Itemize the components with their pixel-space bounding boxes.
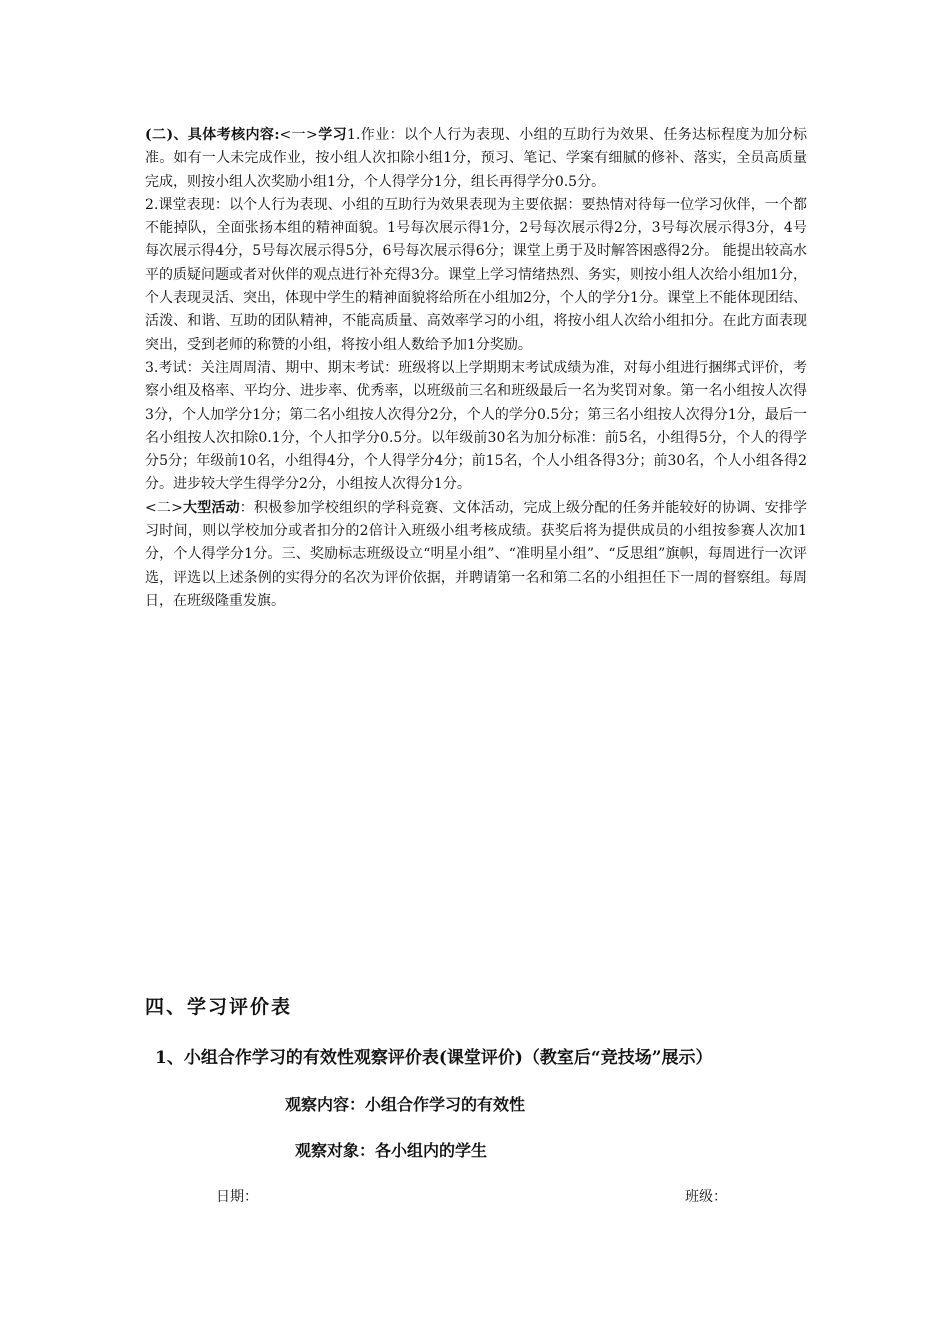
assessment-content bbox=[145, 124, 807, 613]
sub-marker-1: <一> bbox=[279, 127, 318, 143]
paragraph-exam: 3.考试：关注周周清、期中、期末考试：班级将以上学期期末考试成绩为准，对每小组进行捆绑式评价，考察小组及格率、平均分、进步率、优秀率，以班级前三名和班级最后一名为奖罚对象。第一名小组按人次得3分，个人加学分1分；第二名小组按人次得分2分，个人的学分0.5分；第三名小组按人次得分1分，最后一名小组按人次扣除0.1分，个人扣学分0.5分。以年级前30名为加分标准：前5名，小组得5分，个人的得学分5分；年级前10名，小组得4分，个人得学分4分；前15名，个人小组各得3分；前30名，个人小组各得2分。进步较大学生得学分2分，小组按人次得分1分。 bbox=[145, 359, 807, 493]
sub-label-study: 学习 bbox=[317, 127, 348, 143]
observe-content: 观察内容：小组合作学习的有效性 bbox=[285, 1095, 526, 1114]
paragraph-classroom: 2.课堂表现：以个人行为表现、小组的互助行为效果表现为主要依据：要热情对待每一位学习伙伴，一个都不能掉队，全面张扬本组的精神面貌。1号每次展示得1分，2号每次展示得2分，3号每次展示得3分，4号每次展示得4分，5号每次展示得5分，6号每次展示得6分；课堂上勇于及时解答困惑得2分。 能提出较高水平的质疑问题或者对伙伴的观点进行补充得3分。课堂上学习情绪热烈、务实，则按小组人次给小组加1分，个人表现灵活、突出，体现中学生的精神面貌将给所在小组加2分，个人的学分1分。课堂上不能体现团结、活泼、和谐、互助的团队精神，不能高质量、高效率学习的小组，将按小组人次给小组扣分。在此方面表现突出，受到老师的称赞的小组，将按小组人数给予加1分奖励。 bbox=[145, 196, 807, 353]
paragraph-homework bbox=[145, 124, 807, 194]
sub-label-activities: 大型活动 bbox=[182, 499, 240, 516]
activities-text: ：积极参加学校组织的学科竞赛、文体活动，完成上级分配的任务并能较好的协调、安排学习时间，则以学校加分或者扣分的2倍计入班级小组考核成绩。获奖后将为提供成员的小组按参赛人次加1分，个人得学分1分。三、奖励标志班级设立“明星小组”、“准明星小组”、“反思组”旗帜，每周进行一次评选，评选以上述条例的实得分的名次为评价依据，并聘请第一名和第二名的小组担任下一周的督察组。每周日，在班级隆重发旗。 bbox=[145, 499, 808, 609]
section-title: 四、学习评价表 bbox=[145, 996, 293, 1018]
paragraph-activities bbox=[145, 497, 807, 613]
date-label: 日期： bbox=[216, 1189, 258, 1205]
table-subtitle: 1、小组合作学习的有效性观察评价表(课堂评价)（教室后“竞技场”展示） bbox=[155, 1048, 713, 1068]
item-homework: 1.作业：以个人行为表现、小组的互助行为效果、任务达标程度为加分标准。如有一人未完成作业，按小组人次扣除小组1分，预习、笔记、学案有细腻的修补、落实，全员高质量完成，则按小组人次奖励小组1分，个人得学分1分，组长再得学分0.5分。 bbox=[145, 127, 808, 190]
sub-marker-2: <二> bbox=[145, 499, 183, 516]
section-heading: (二)、具体考核内容: bbox=[145, 127, 280, 143]
observe-target: 观察对象：各小组内的学生 bbox=[295, 1141, 488, 1160]
class-label: 班级： bbox=[685, 1189, 727, 1205]
